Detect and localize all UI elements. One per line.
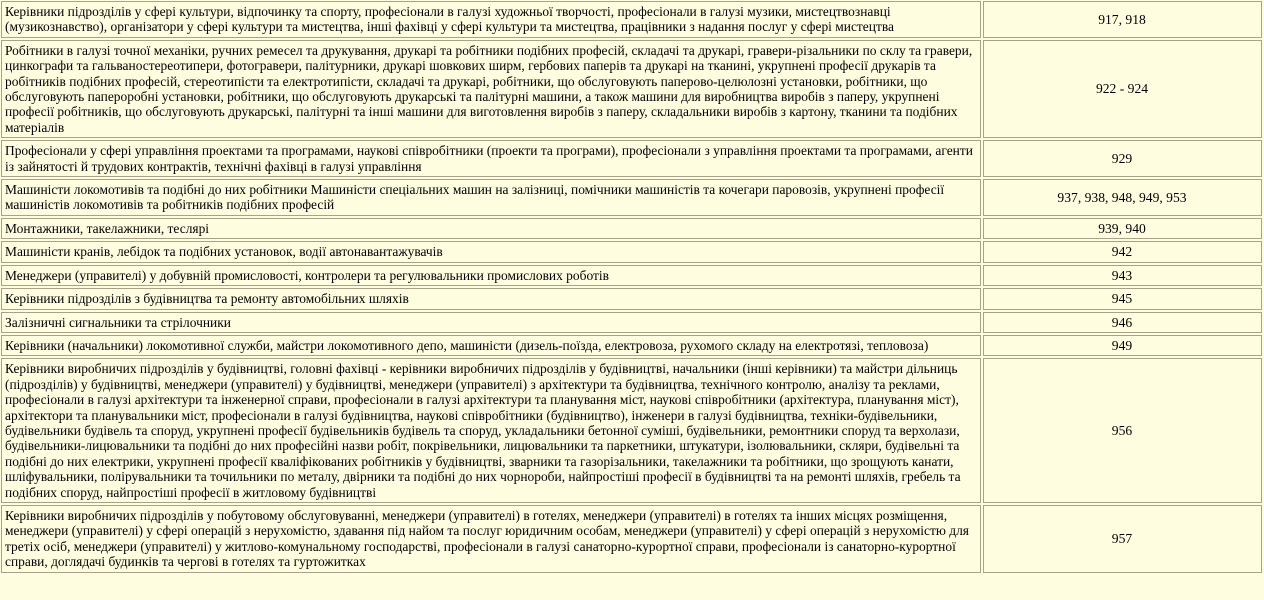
table-row xyxy=(1,335,1262,356)
code-cell: 956 xyxy=(983,358,1262,503)
table-row xyxy=(1,358,1262,503)
occupation-cell: Менеджери (управителі) у добувній промисловості, контролери та регулювальники промислових роботів xyxy=(1,265,981,286)
code-cell: 949 xyxy=(983,335,1262,356)
code-cell: 957 xyxy=(983,505,1262,573)
code-cell: 943 xyxy=(983,265,1262,286)
occupation-cell: Професіонали у сфері управління проектами та програмами, наукові співробітники (проекти та програми), професіонали з управління проектами та програмами, агенти із зайнятості й трудових контрактів, технічні фахівці в галузі управління xyxy=(1,140,981,177)
table-row xyxy=(1,40,1262,138)
table-row xyxy=(1,241,1262,262)
occupation-cell: Керівники виробничих підрозділів у будівництві, головні фахівці - керівники виробничих підрозділів у будівництві, начальники (інші керівники) та майстри дільниць (підрозділів) у будівництві, менеджери (управителі) у будівництві, менеджери (управителі) з архітектури та будівництва, технічного контролю, аналізу та реклами, професіонали в галузі архітектури та інженерної справи, професіонали в галузі архітектури та планування міст, наукові співробітники (архітектура, планування міст), архітектори та планувальники міст, професіонали в галузі будівництва, наукові співробітники (будівництво), інженери в галузі будівництва, техніки-будівельники, будівельники будівель та споруд, укрупнені професії будівельників будівель та споруд, укладальники бетонної суміші, будівельники, ремонтники споруд та верхолази, будівельники-лицювальники та подібні до них професійні назви робіт, покрівельники, лицювальники та паркетники, штукатури, ізолювальники, скляри, будівельні та подібні до них електрики, укрупнені професії кваліфікованих робітників у будівництві, зварники та газорізальники, такелажники та робітники, що зрощують канати, шліфувальники, полірувальники та точильники по металу, двірники та подібні до них чорнороби, найпростіші професії в будівництві та на ремонті шляхів, гребель та подібних споруд, найпростіші професії в житловому будівництві xyxy=(1,358,981,503)
table-row xyxy=(1,312,1262,333)
occupation-cell: Монтажники, такелажники, теслярі xyxy=(1,218,981,239)
table-row xyxy=(1,1,1262,38)
occupation-cell: Керівники підрозділів у сфері культури, відпочинку та спорту, професіонали в галузі художньої творчості, професіонали в галузі музики, мистецтвознавці (музикознавство), організатори у сфері культури та мистецтва, інші фахівці у сфері культури та мистецтва, працівники з надання послуг у сфері мистецтва xyxy=(1,1,981,38)
code-cell: 922 - 924 xyxy=(983,40,1262,138)
table-row xyxy=(1,140,1262,177)
code-cell: 937, 938, 948, 949, 953 xyxy=(983,179,1262,216)
code-cell: 942 xyxy=(983,241,1262,262)
occupation-cell: Керівники (начальники) локомотивної служби, майстри локомотивного депо, машиністи (дизель-поїзда, електровоза, рухомого складу на електротязі, тепловоза) xyxy=(1,335,981,356)
code-cell: 939, 940 xyxy=(983,218,1262,239)
table-row xyxy=(1,218,1262,239)
table-row xyxy=(1,288,1262,309)
code-cell: 929 xyxy=(983,140,1262,177)
table-row xyxy=(1,265,1262,286)
occupation-cell: Машиністи кранів, лебідок та подібних установок, водії автонавантажувачів xyxy=(1,241,981,262)
code-cell: 945 xyxy=(983,288,1262,309)
occupation-cell: Залізничні сигнальники та стрілочники xyxy=(1,312,981,333)
occupation-cell: Керівники підрозділів з будівництва та ремонту автомобільних шляхів xyxy=(1,288,981,309)
table-row xyxy=(1,179,1262,216)
occupation-cell: Керівники виробничих підрозділів у побутовому обслуговуванні, менеджери (управителі) в готелях, менеджери (управителі) в готелях та інших місцях розміщення, менеджери (управителі) у сфері операцій з нерухомістю, здавання під найом та послуг юридичним особам, менеджери (управителі) у сфері операцій з нерухомістю для третіх осіб, менеджери (управителі) у житлово-комунальному господарстві, професіонали в галузі санаторно-курортної справи, професіонали із санаторно-курортної справи, доглядачі будинків та чергові в готелях та гуртожитках xyxy=(1,505,981,573)
code-cell: 917, 918 xyxy=(983,1,1262,38)
table-row xyxy=(1,505,1262,573)
occupation-cell: Робітники в галузі точної механіки, ручних ремесел та друкування, друкарі та робітники подібних професій, складачі та друкарі, гравери-різальники по склу та гравери, цинкографи та гальваностереотипери, фотогравери, палітурники, друкарі шовкових ширм, гербових паперів та друкарі на тканині, укрупнені професії друкарів та робітників подібних професій, стереотипісти та електротипісти, складачі та друкарі, робітники, що обслуговують паперово-целюлозні установки, робітники, що обслуговують папероробні установки, робітники, що обслуговують друкарські та палітурні машини, а також машини для виробництва виробів з паперу, укрупнені професії робітників, що обслуговують друкарські, палітурні та інші машини для виготовлення виробів з паперу, складальники виробів з картону, тканини та подібних матеріалів xyxy=(1,40,981,138)
occupation-cell: Машиністи локомотивів та подібні до них робітники Машиністи спеціальних машин на залізниці, помічники машиністів та кочегари паровозів, укрупнені професії машиністів локомотивів та робітників подібних професій xyxy=(1,179,981,216)
code-cell: 946 xyxy=(983,312,1262,333)
